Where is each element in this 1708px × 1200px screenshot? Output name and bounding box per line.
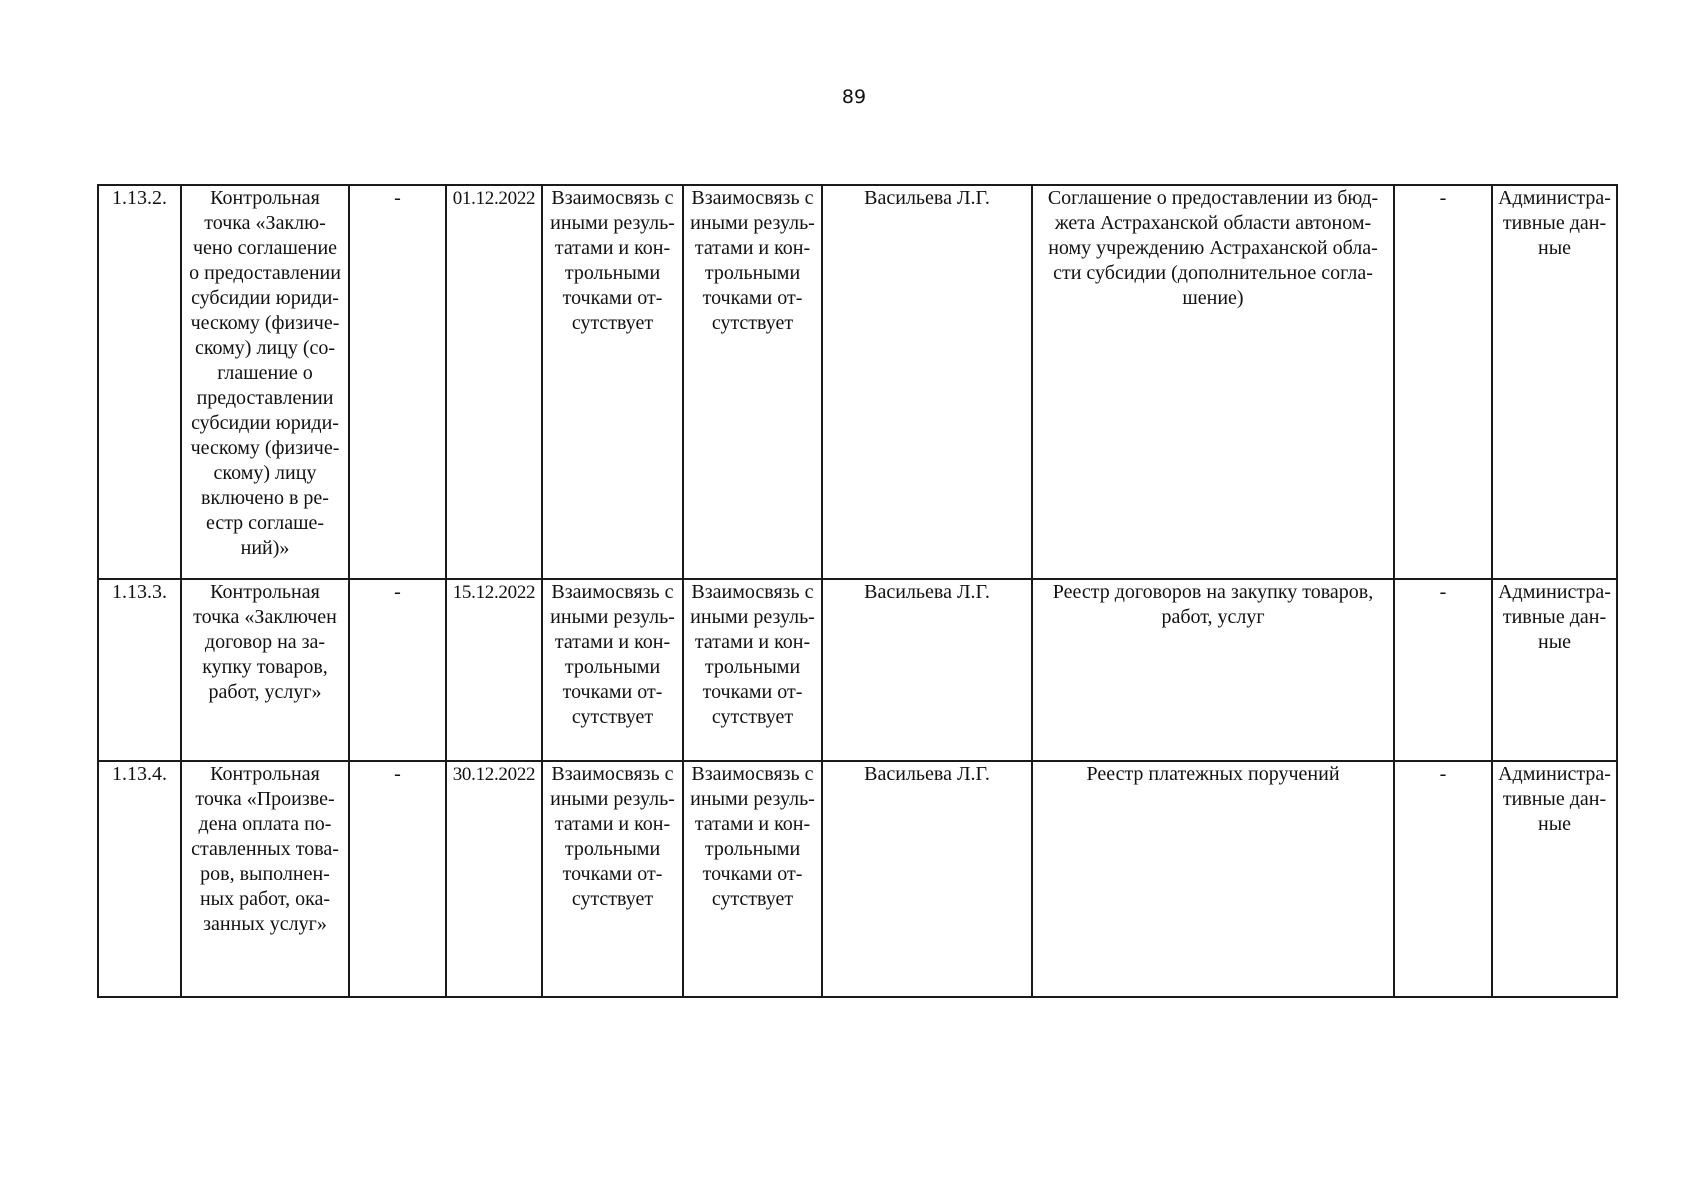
- responsible-person: Васильева Л.Г.: [822, 579, 1032, 761]
- control-points-table: [97, 184, 1618, 998]
- table-row: [98, 579, 1617, 761]
- link-next-cell: Взаимосвязь с иными резуль- татами и кон- трольными точками от- сутствует: [683, 579, 822, 761]
- information-source: Администра- тивные дан- ные: [1492, 761, 1617, 997]
- deadline-date: 30.12.2022: [446, 761, 542, 997]
- information-source: Администра- тивные дан- ные: [1492, 185, 1617, 579]
- deadline-date: 01.12.2022: [446, 185, 542, 579]
- table-row: [98, 761, 1617, 997]
- information-source: Администра- тивные дан- ные: [1492, 579, 1617, 761]
- row-number: 1.13.3.: [98, 579, 181, 761]
- confirming-document: Реестр платежных поручений: [1032, 761, 1394, 997]
- confirming-document: Реестр договоров на закупку товаров, работ, услуг: [1032, 579, 1394, 761]
- table-row: [98, 185, 1617, 579]
- control-point-name: Контрольная точка «Заклю- чено соглашение о предоставлении субсидии юриди- ческому (физиче- скому) лицу (со- глашение о предоставлении субсидии юриди- ческому (физиче- скому) лицу включено в ре- естр соглаше- ний)»: [181, 185, 349, 579]
- responsible-person: Васильева Л.Г.: [822, 185, 1032, 579]
- link-previous-cell: Взаимосвязь с иными резуль- татами и кон- трольными точками от- сутствует: [542, 761, 683, 997]
- responsible-person: Васильева Л.Г.: [822, 761, 1032, 997]
- link-previous-cell: Взаимосвязь с иными резуль- татами и кон- трольными точками от- сутствует: [542, 185, 683, 579]
- deadline-date: 15.12.2022: [446, 579, 542, 761]
- empty-dash-cell: -: [349, 761, 446, 997]
- row-number: 1.13.4.: [98, 761, 181, 997]
- control-point-name: Контрольная точка «Произве- дена оплата по- ставленных това- ров, выполнен- ных работ, ока- занных услуг»: [181, 761, 349, 997]
- link-next-cell: Взаимосвязь с иными резуль- татами и кон- трольными точками от- сутствует: [683, 185, 822, 579]
- empty-dash-cell: -: [1394, 185, 1492, 579]
- empty-dash-cell: -: [349, 185, 446, 579]
- control-point-name: Контрольная точка «Заключен договор на за- купку товаров, работ, услуг»: [181, 579, 349, 761]
- row-number: 1.13.2.: [98, 185, 181, 579]
- confirming-document: Соглашение о предоставлении из бюд- жета Астраханской области автоном- ному учреждению Астраханской обла- сти субсидии (дополнительное согла- шение): [1032, 185, 1394, 579]
- page-number: 89: [841, 86, 867, 108]
- empty-dash-cell: -: [1394, 579, 1492, 761]
- empty-dash-cell: -: [349, 579, 446, 761]
- link-previous-cell: Взаимосвязь с иными резуль- татами и кон- трольными точками от- сутствует: [542, 579, 683, 761]
- link-next-cell: Взаимосвязь с иными резуль- татами и кон- трольными точками от- сутствует: [683, 761, 822, 997]
- empty-dash-cell: -: [1394, 761, 1492, 997]
